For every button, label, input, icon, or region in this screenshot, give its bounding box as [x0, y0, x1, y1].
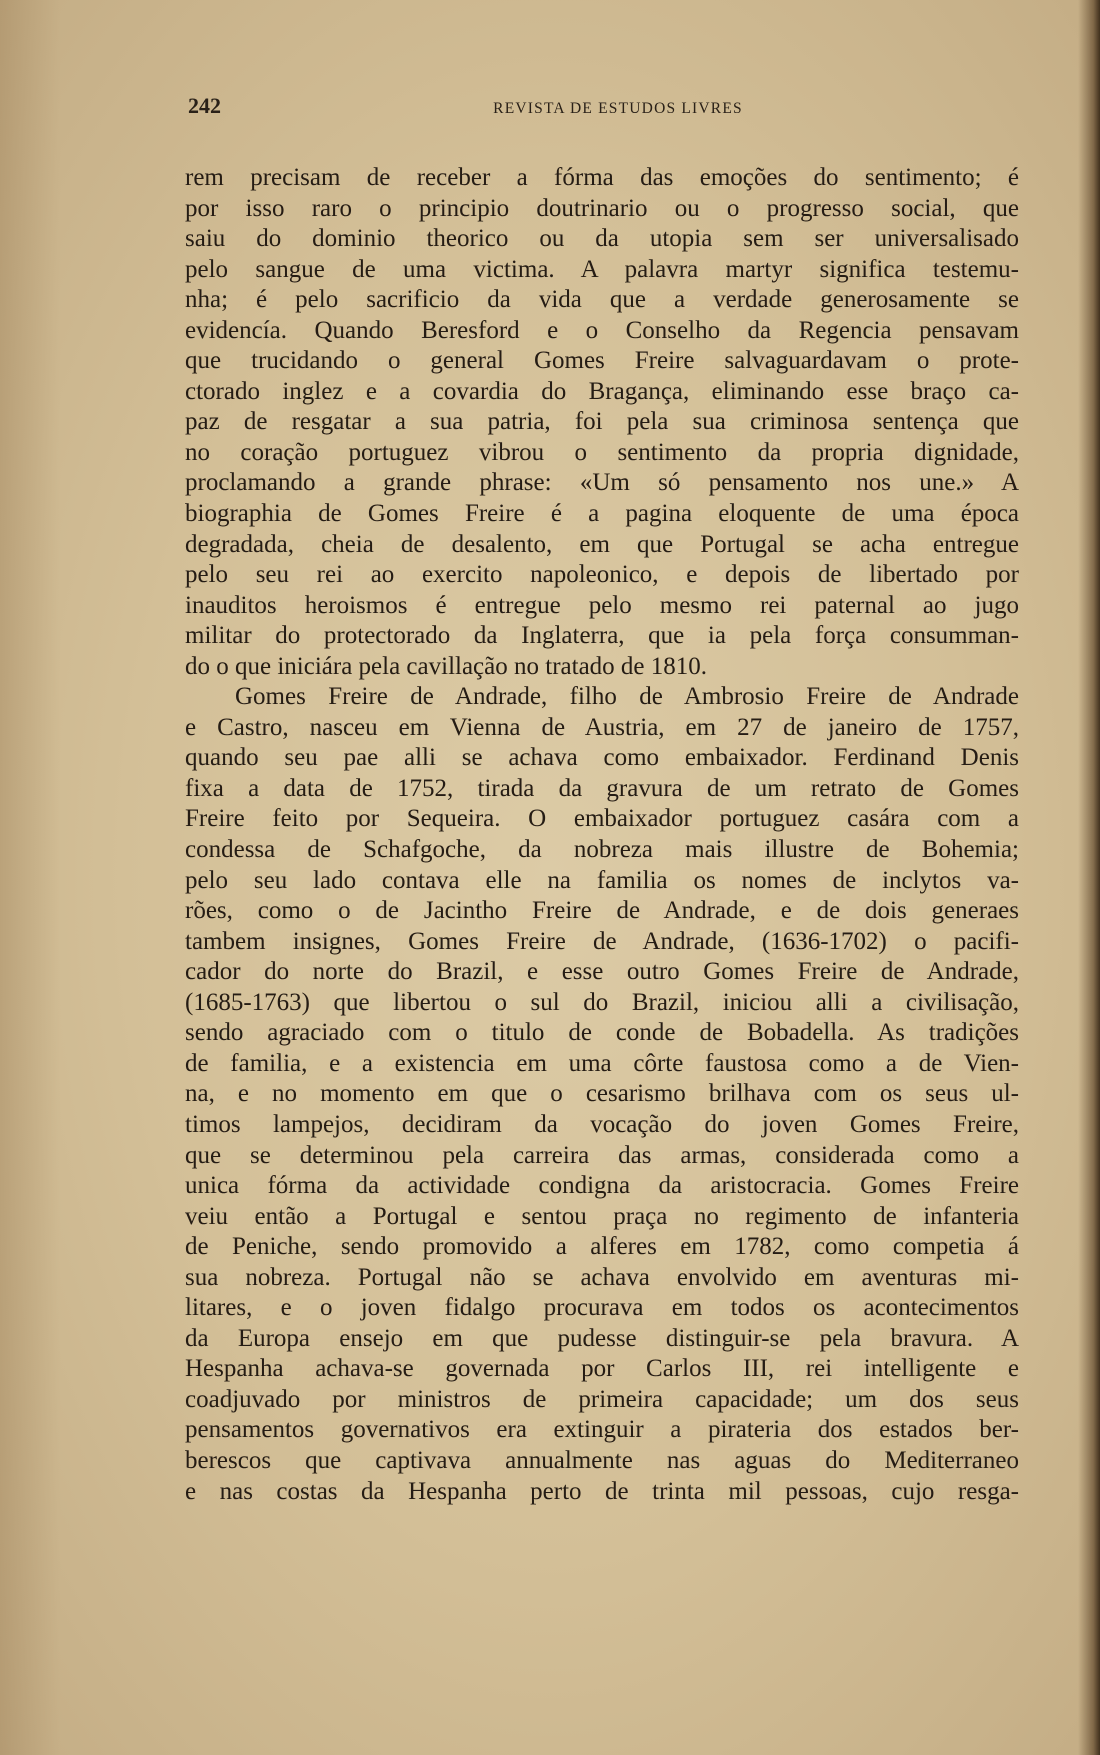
text-line: timos lampejos, decidiram da vocação do joven Gomes Freire,	[185, 1110, 1019, 1138]
text-line: (1685-1763) que libertou o sul do Brazil, iniciou alli a civilisação,	[185, 988, 1019, 1016]
text-line: pelo seu lado contava elle na familia os nomes de inclytos va-	[185, 866, 1019, 894]
text-line: evidencía. Quando Beresford e o Conselho da Regencia pensavam	[185, 316, 1019, 344]
text-line: pensamentos governativos era extinguir a pirateria dos estados ber-	[185, 1416, 1019, 1444]
text-line: fixa a data de 1752, tirada da gravura de um retrato de Gomes	[185, 774, 1019, 802]
text-line: e nas costas da Hespanha perto de trinta mil pessoas, cujo resga-	[185, 1477, 1019, 1505]
text-line: que se determinou pela carreira das armas, considerada como a	[185, 1141, 1019, 1169]
running-title: REVISTA DE ESTUDOS LIVRES	[493, 100, 743, 117]
text-line: ctorado inglez e a covardia do Bragança, eliminando esse braço ca-	[185, 377, 1019, 405]
page-edge-shadow	[1078, 0, 1100, 1755]
page-number: 242	[188, 93, 221, 118]
text-line: cador do norte do Brazil, e esse outro Gomes Freire de Andrade,	[185, 958, 1019, 986]
text-line: que trucidando o general Gomes Freire salvaguardavam o prote-	[185, 347, 1019, 375]
text-line: de familia, e a existencia em uma côrte faustosa como a de Vien-	[185, 1049, 1019, 1077]
body-text	[185, 163, 1019, 1507]
text-line: inauditos heroismos é entregue pelo mesmo rei paternal ao jugo	[185, 591, 1019, 619]
text-line: e Castro, nasceu em Vienna de Austria, em 27 de janeiro de 1757,	[185, 713, 1019, 741]
text-line: degradada, cheia de desalento, em que Portugal se acha entregue	[185, 530, 1019, 558]
text-line: rões, como o de Jacintho Freire de Andrade, e de dois generaes	[185, 897, 1019, 925]
text-line: biographia de Gomes Freire é a pagina eloquente de uma época	[185, 500, 1019, 528]
text-line: unica fórma da actividade condigna da aristocracia. Gomes Freire	[185, 1172, 1019, 1200]
text-line: por isso raro o principio doutrinario ou o progresso social, que	[185, 194, 1019, 222]
text-line: veiu então a Portugal e sentou praça no regimento de infanteria	[185, 1202, 1019, 1230]
text-line: Hespanha achava-se governada por Carlos III, rei intelligente e	[185, 1355, 1019, 1383]
text-line: no coração portuguez vibrou o sentimento da propria dignidade,	[185, 438, 1019, 466]
text-line: litares, e o joven fidalgo procurava em todos os acontecimentos	[185, 1294, 1019, 1322]
text-line: rem precisam de receber a fórma das emoções do sentimento; é	[185, 164, 1019, 191]
text-line: na, e no momento em que o cesarismo brilhava com os seus ul-	[185, 1080, 1019, 1108]
text-line: de Peniche, sendo promovido a alferes em 1782, como competia á	[185, 1233, 1019, 1261]
text-line: proclamando a grande phrase: «Um só pensamento nos une.» A	[185, 469, 1019, 497]
text-line: Freire feito por Sequeira. O embaixador portuguez casára com a	[185, 805, 1019, 833]
text-line: condessa de Schafgoche, da nobreza mais illustre de Bohemia;	[185, 836, 1019, 864]
text-line: saiu do dominio theorico ou da utopia sem ser universalisado	[185, 225, 1019, 253]
text-line: da Europa ensejo em que pudesse distinguir-se pela bravura. A	[185, 1324, 1019, 1352]
text-line: quando seu pae alli se achava como embaixador. Ferdinand Denis	[185, 744, 1019, 772]
text-line: militar do protectorado da Inglaterra, que ia pela força consumman-	[185, 622, 1019, 650]
page-header	[188, 93, 1018, 123]
text-line: berescos que captivava annualmente nas aguas do Mediterraneo	[185, 1446, 1019, 1474]
text-line: nha; é pelo sacrificio da vida que a verdade generosamente se	[185, 286, 1019, 314]
paragraph-first-line: Gomes Freire de Andrade, filho de Ambrosio Freire de Andrade	[235, 683, 1019, 711]
text-line: paz de resgatar a sua patria, foi pela sua criminosa sentença que	[185, 408, 1019, 436]
text-line: sua nobreza. Portugal não se achava envolvido em aventuras mi-	[185, 1263, 1019, 1291]
text-line: sendo agraciado com o titulo de conde de Bobadella. As tradições	[185, 1019, 1019, 1047]
text-line: tambem insignes, Gomes Freire de Andrade, (1636-1702) o pacifi-	[185, 927, 1019, 955]
paragraph-last-line: do o que iniciára pela cavillação no tratado de 1810.	[185, 652, 708, 680]
text-line: coadjuvado por ministros de primeira capacidade; um dos seus	[185, 1385, 1019, 1413]
text-line: pelo seu rei ao exercito napoleonico, e depois de libertado por	[185, 561, 1019, 589]
text-line: pelo sangue de uma victima. A palavra martyr significa testemu-	[185, 255, 1019, 283]
page-stain	[0, 0, 60, 1755]
